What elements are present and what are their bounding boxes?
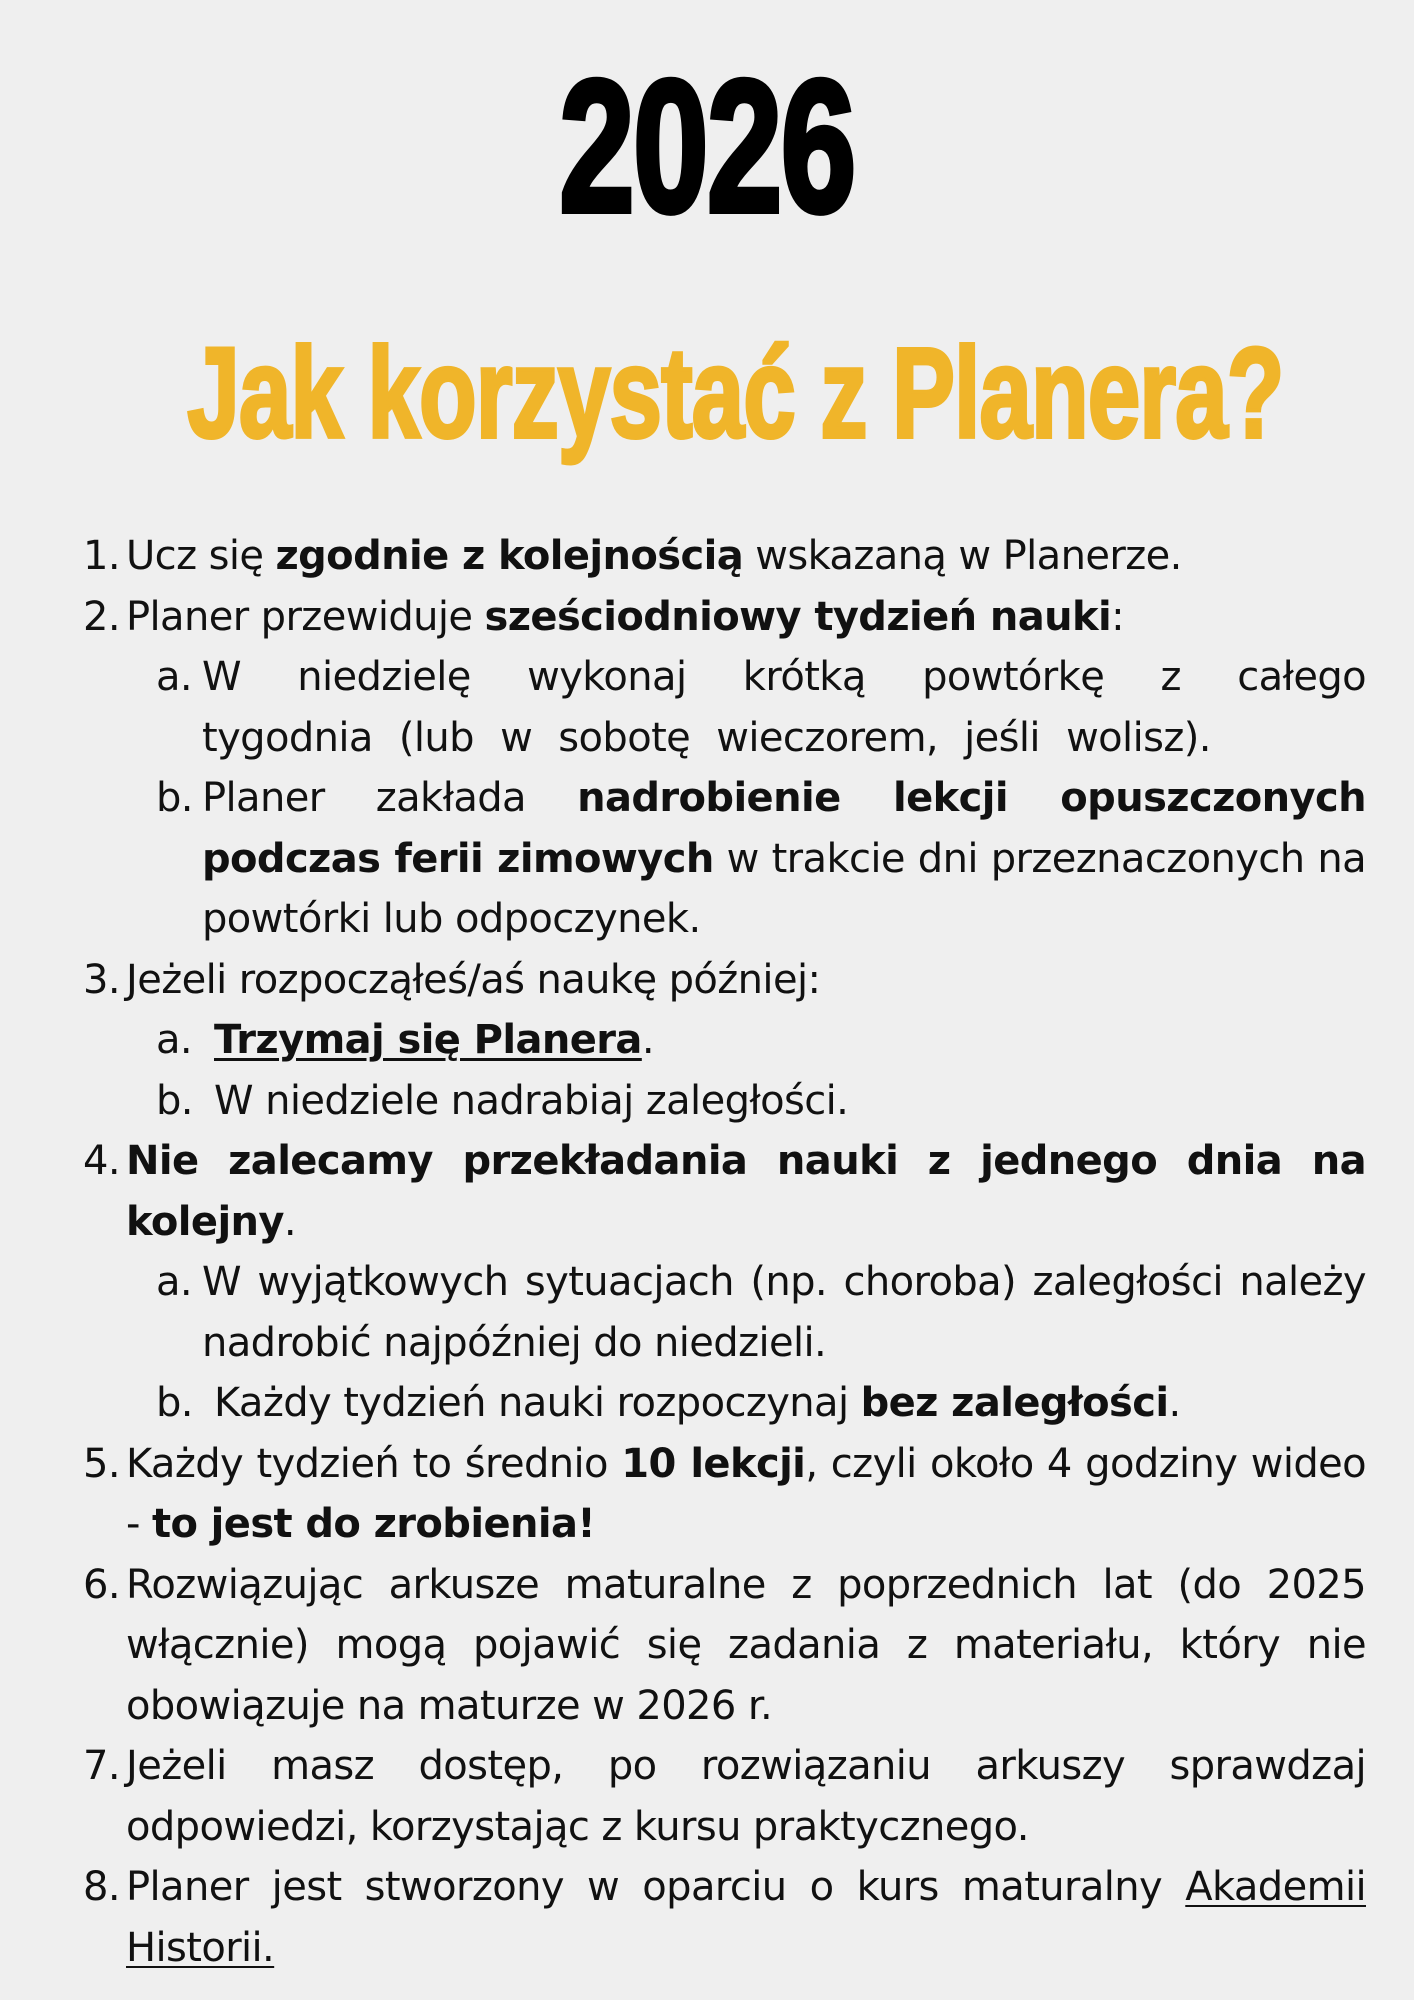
list-item-2 xyxy=(70,587,1366,648)
item-emphasis: Nie zalecamy przekładania nauki z jednego dnia na kolejny xyxy=(126,1138,1366,1245)
stick-to-planner-link: Trzymaj się Planera xyxy=(214,1017,642,1063)
item-text: . xyxy=(283,1198,297,1245)
item-number: 4. xyxy=(83,1138,120,1184)
sub-item-text: W niedzielę wykonaj krótką powtórkę z całego tygodnia (lub w sobotę wieczorem, jeśli wolisz). xyxy=(202,654,1366,761)
sub-item-emphasis: nadrobienie lekcji opuszczonych podczas ferii zimowych xyxy=(202,775,1366,882)
item-emphasis: to jest do zrobienia! xyxy=(151,1501,595,1547)
item-text: Każdy tydzień to średnio xyxy=(126,1440,622,1487)
instructions-list xyxy=(70,526,1366,1978)
item-emphasis: sześciodniowy tydzień nauki xyxy=(484,593,1112,640)
sub-item-4a xyxy=(70,1252,1366,1373)
list-item-4 xyxy=(70,1131,1366,1252)
item-text: , czyli około 4 godziny wideo - xyxy=(126,1440,1367,1547)
list-item-6 xyxy=(70,1555,1366,1737)
item-number: 3. xyxy=(83,956,120,1003)
item-text: wskazaną w Planerze. xyxy=(743,533,1182,579)
sub-item-letter: a. xyxy=(156,1259,193,1305)
item-text: Ucz się xyxy=(126,533,276,579)
item-text: Jeżeli masz dostęp, po rozwiązaniu arkuszy sprawdzaj odpowiedzi, korzystając z kursu praktycznego. xyxy=(126,1743,1366,1850)
item-number: 5. xyxy=(83,1440,120,1487)
page-title: Jak korzystać z Planera? xyxy=(187,322,1284,465)
sub-item-2b xyxy=(70,768,1366,950)
sub-item-3b xyxy=(70,1071,1366,1132)
item-text: Rozwiązując arkusze maturalne z poprzednich lat (do 2025 włącznie) mogą pojawić się zadania z materiału, który nie obowiązuje na maturze w 2026 r. xyxy=(126,1561,1366,1729)
list-item-5 xyxy=(70,1434,1366,1555)
sub-item-text: Każdy tydzień nauki rozpoczynaj xyxy=(214,1380,861,1426)
sub-item-letter: b. xyxy=(156,1077,193,1124)
sub-item-text: w trakcie dni przeznaczonych na powtórki lub odpoczynek. xyxy=(202,835,1366,942)
item-text: : xyxy=(1111,593,1125,640)
item-number: 8. xyxy=(83,1864,120,1910)
item-number: 6. xyxy=(83,1561,120,1608)
sub-item-text: . xyxy=(641,1017,654,1063)
sub-item-letter: a. xyxy=(156,1017,193,1063)
item-emphasis: zgodnie z kolejnością xyxy=(275,533,744,579)
akademia-historii-link[interactable]: Akademii Historii. xyxy=(126,1864,1366,1971)
list-item-7 xyxy=(70,1736,1366,1857)
item-emphasis: 10 lekcji xyxy=(621,1440,806,1487)
item-number: 1. xyxy=(83,533,120,579)
year-heading: 2026 xyxy=(559,41,855,251)
list-item-1 xyxy=(70,526,1366,587)
sub-item-2a xyxy=(70,647,1366,768)
item-text: Planer przewiduje xyxy=(126,593,485,640)
sub-item-text: W niedziele nadrabiaj zaległości. xyxy=(214,1077,849,1124)
sub-item-text: Planer zakłada xyxy=(202,775,578,821)
sub-item-text: . xyxy=(1168,1380,1181,1426)
sub-item-3a xyxy=(70,1010,1366,1071)
sub-item-letter: a. xyxy=(156,654,193,700)
list-item-3 xyxy=(70,950,1366,1011)
item-text: Planer jest stworzony w oparciu o kurs maturalny xyxy=(126,1864,1186,1910)
item-number: 7. xyxy=(83,1743,120,1789)
item-text: Jeżeli rozpocząłeś/aś naukę później: xyxy=(126,956,821,1003)
sub-item-text: W wyjątkowych sytuacjach (np. choroba) zaległości należy nadrobić najpóźniej do niedzieli. xyxy=(202,1259,1366,1366)
item-number: 2. xyxy=(83,593,120,640)
sub-item-letter: b. xyxy=(156,1380,193,1426)
sub-item-emphasis: bez zaległości xyxy=(860,1380,1169,1426)
sub-item-letter: b. xyxy=(156,775,193,821)
sub-item-4b xyxy=(70,1373,1366,1434)
list-item-8 xyxy=(70,1857,1366,1978)
